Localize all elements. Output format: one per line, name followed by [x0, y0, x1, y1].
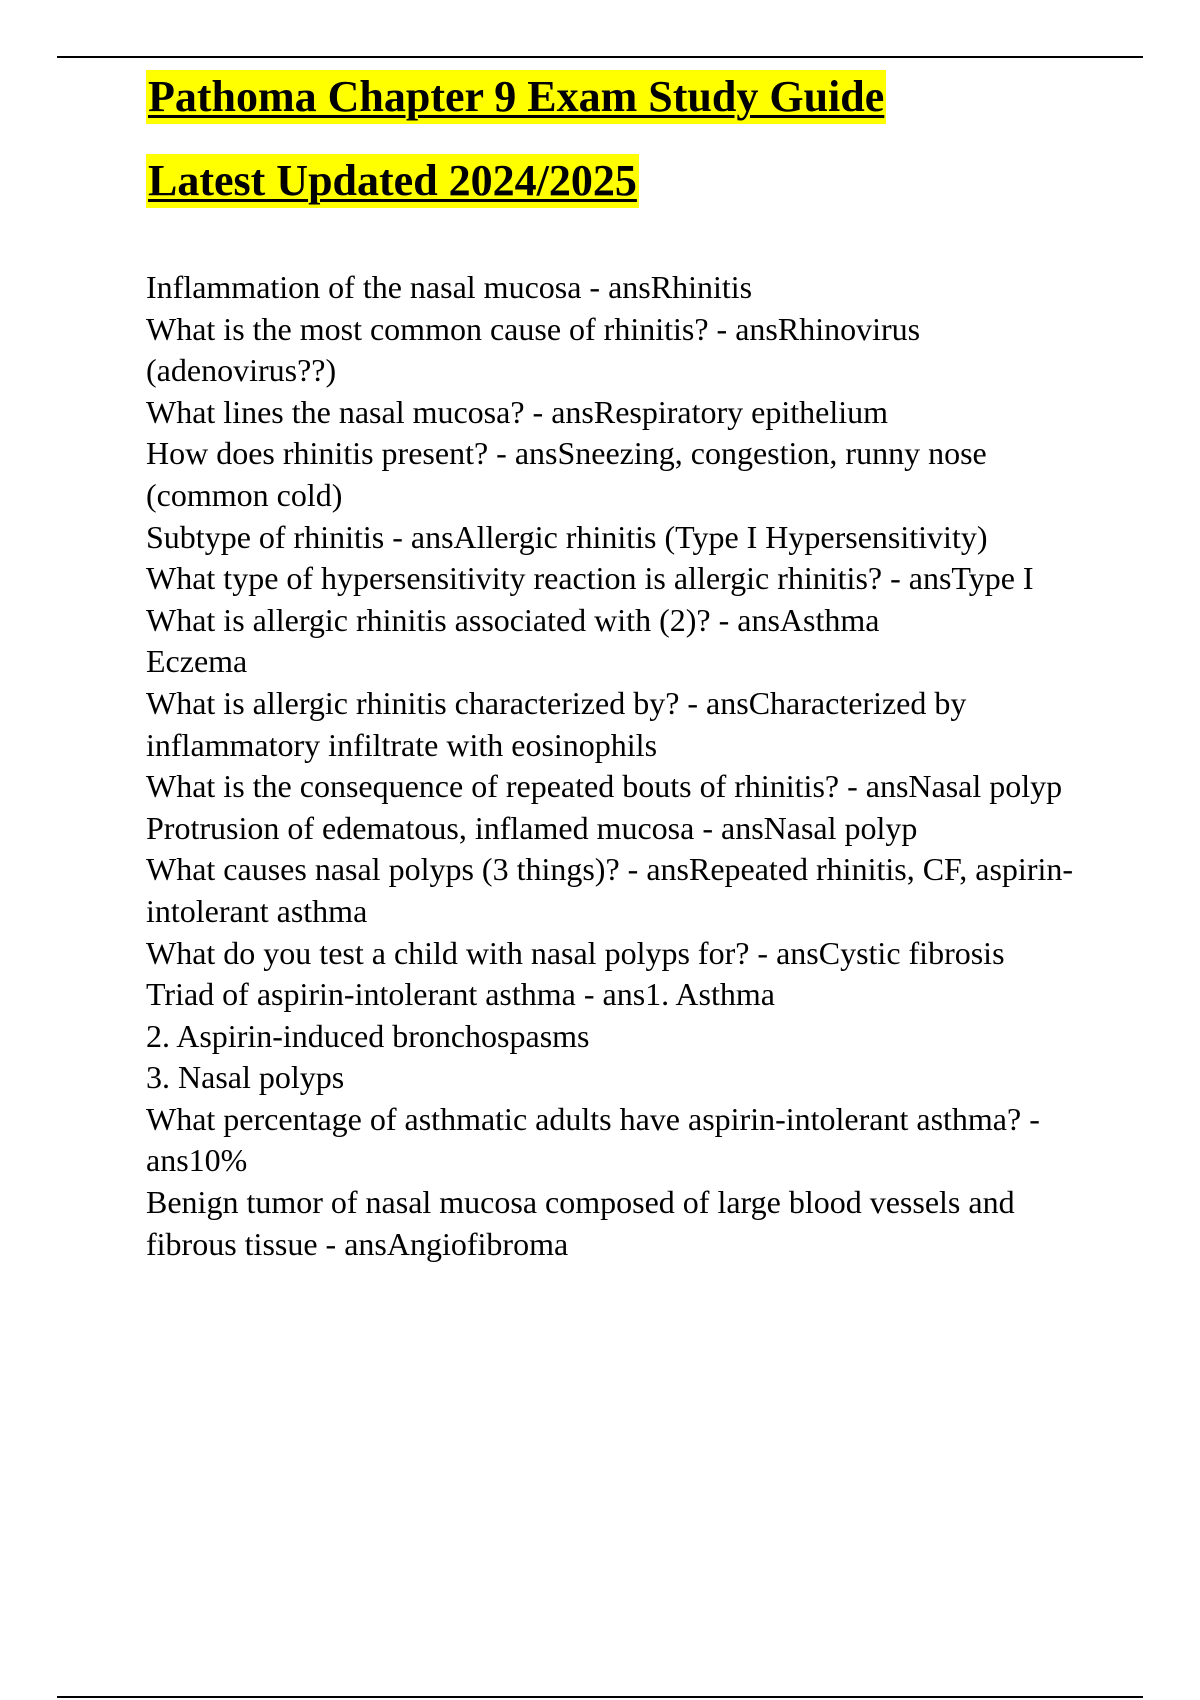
qa-item-11: What causes nasal polyps (3 things)? - ansRepeated rhinitis, CF, aspirin-intolerant asthma: [146, 851, 1074, 929]
top-rule: [57, 56, 1143, 58]
qa-item-7-continuation: Eczema: [146, 643, 248, 680]
qa-list: [146, 267, 1086, 1265]
qa-item-1: Inflammation of the nasal mucosa - ansRhinitis: [146, 269, 753, 305]
qa-item-3: What lines the nasal mucosa? - ansRespiratory epithelium: [146, 393, 888, 430]
qa-item-13-line-3: 3. Nasal polyps: [146, 1059, 345, 1096]
bottom-rule: [57, 1696, 1143, 1698]
document-title: [146, 70, 886, 238]
qa-item-7: What is allergic rhinitis associated with (2)? - ansAsthma: [146, 601, 880, 638]
qa-item-14: What percentage of asthmatic adults have aspirin-intolerant asthma? - ans10%: [146, 1100, 1040, 1179]
qa-item-12: What do you test a child with nasal polyps for? - ansCystic fibrosis: [146, 934, 1005, 971]
qa-item-2: What is the most common cause of rhinitis? - ansRhinovirus (adenovirus??): [146, 310, 921, 389]
title-line-2: Latest Updated 2024/2025: [146, 154, 639, 208]
qa-item-13-line-2: 2. Aspirin-induced bronchospasms: [146, 1017, 590, 1054]
qa-item-10: Protrusion of edematous, inflamed mucosa - ansNasal polyp: [146, 809, 918, 846]
qa-item-9: What is the consequence of repeated bouts of rhinitis? - ansNasal polyp: [146, 768, 1063, 805]
qa-item-6: What type of hypersensitivity reaction is allergic rhinitis? - ansType I: [146, 560, 1034, 597]
qa-item-5: Subtype of rhinitis - ansAllergic rhinitis (Type I Hypersensitivity): [146, 518, 988, 555]
qa-item-13: Triad of aspirin-intolerant asthma - ans1. Asthma: [146, 976, 775, 1013]
qa-item-15: Benign tumor of nasal mucosa composed of large blood vessels and fibrous tissue - ansAngiofibroma: [146, 1184, 1015, 1262]
qa-item-8: What is allergic rhinitis characterized by? - ansCharacterized by inflammatory infiltrate with eosinophils: [146, 684, 967, 763]
title-line-1: Pathoma Chapter 9 Exam Study Guide: [146, 70, 886, 124]
qa-item-4: How does rhinitis present? - ansSneezing, congestion, runny nose (common cold): [146, 435, 987, 513]
